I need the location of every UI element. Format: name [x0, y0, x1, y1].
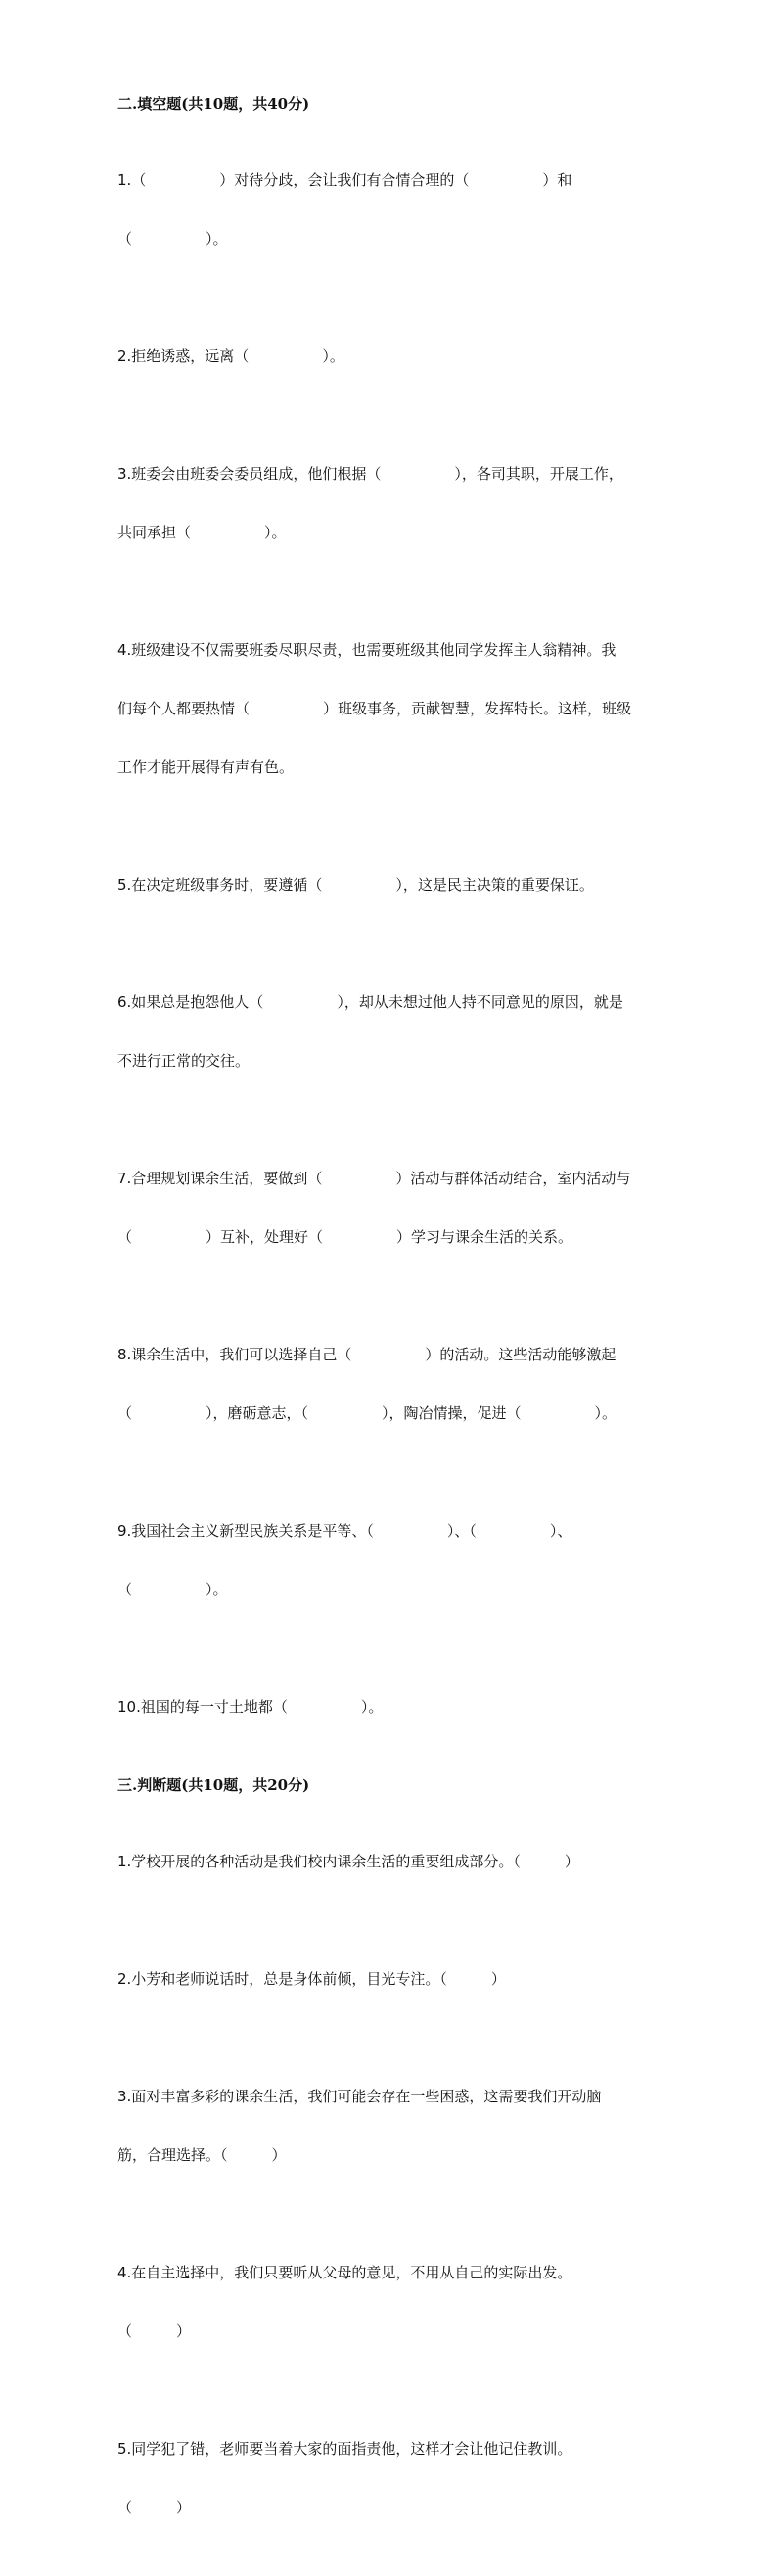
question-line: 2.小芳和老师说话时，总是身体前倾，目光专注。（ ） — [117, 1970, 506, 1988]
question-line: 工作才能开展得有声有色。 — [117, 759, 295, 776]
question-line: 不进行正常的交往。 — [117, 1052, 251, 1070]
question-line: 筋，合理选择。（ ） — [117, 2146, 287, 2164]
question-line: （ ）。 — [117, 1581, 228, 1598]
question-line: （ ），磨砺意志，（ ），陶冶情操，促进（ ）。 — [117, 1404, 617, 1422]
question-line: （ ）。 — [117, 230, 228, 248]
question-item — [117, 425, 665, 581]
question-line: 4.在自主选择中，我们只要听从父母的意见，不用从自己的实际出发。 — [117, 2264, 572, 2281]
question-line: （ ）互补，处理好（ ）学习与课余生活的关系。 — [117, 1228, 573, 1246]
question-item — [117, 2224, 665, 2380]
question-item — [117, 836, 665, 934]
question-line: 5.在决定班级事务时，要遵循（ ），这是民主决策的重要保证。 — [117, 876, 594, 894]
question-item — [117, 601, 665, 816]
question-line: 10.祖国的每一寸土地都（ ）。 — [117, 1698, 384, 1716]
question-line: 5.同学犯了错，老师要当着大家的面指责他，这样才会让他记住教训。 — [117, 2440, 572, 2458]
section-true-false — [117, 1775, 665, 2556]
question-line: 2.拒绝诱惑，远离（ ）。 — [117, 347, 344, 365]
question-line: 4.班级建设不仅需要班委尽职尽责，也需要班级其他同学发挥主人翁精神。我 — [117, 641, 617, 659]
question-item — [117, 1930, 665, 2028]
question-item — [117, 2047, 665, 2204]
question-line: 1.学校开展的各种活动是我们校内课余生活的重要组成部分。（ ） — [117, 1853, 579, 1870]
question-line: （ ） — [117, 2499, 192, 2516]
section-fill-in-blank — [117, 94, 665, 1756]
question-item — [117, 1813, 665, 1910]
question-item — [117, 131, 665, 288]
question-item — [117, 2400, 665, 2556]
question-line: 1.（ ）对待分歧，会让我们有合情合理的（ ）和 — [117, 171, 572, 189]
question-item — [117, 307, 665, 405]
question-item — [117, 953, 665, 1110]
question-line: 3.面对丰富多彩的课余生活，我们可能会存在一些困惑，这需要我们开动脑 — [117, 2088, 602, 2105]
question-line: 9.我国社会主义新型民族关系是平等、（ ）、（ ）、 — [117, 1522, 572, 1540]
section-title: 三.判断题(共10题，共20分) — [117, 1776, 310, 1794]
question-item — [117, 1482, 665, 1638]
question-line: 6.如果总是抱怨他人（ ），却从未想过他人持不同意见的原因，就是 — [117, 993, 623, 1011]
section-title: 二.填空题(共10题，共40分) — [117, 95, 310, 113]
worksheet-page — [117, 94, 665, 2576]
question-line: 们每个人都要热情（ ）班级事务，贡献智慧，发挥特长。这样，班级 — [117, 700, 632, 717]
question-line: 7.合理规划课余生活，要做到（ ）活动与群体活动结合，室内活动与 — [117, 1170, 631, 1187]
question-line: 3.班委会由班委会委员组成，他们根据（ ），各司其职，开展工作， — [117, 465, 623, 483]
question-item — [117, 1306, 665, 1462]
question-item — [117, 1129, 665, 1286]
question-item — [117, 1658, 665, 1756]
question-line: 共同承担（ ）。 — [117, 524, 287, 541]
question-line: （ ） — [117, 2323, 192, 2340]
question-line: 8.课余生活中，我们可以选择自己（ ）的活动。这些活动能够激起 — [117, 1346, 617, 1363]
